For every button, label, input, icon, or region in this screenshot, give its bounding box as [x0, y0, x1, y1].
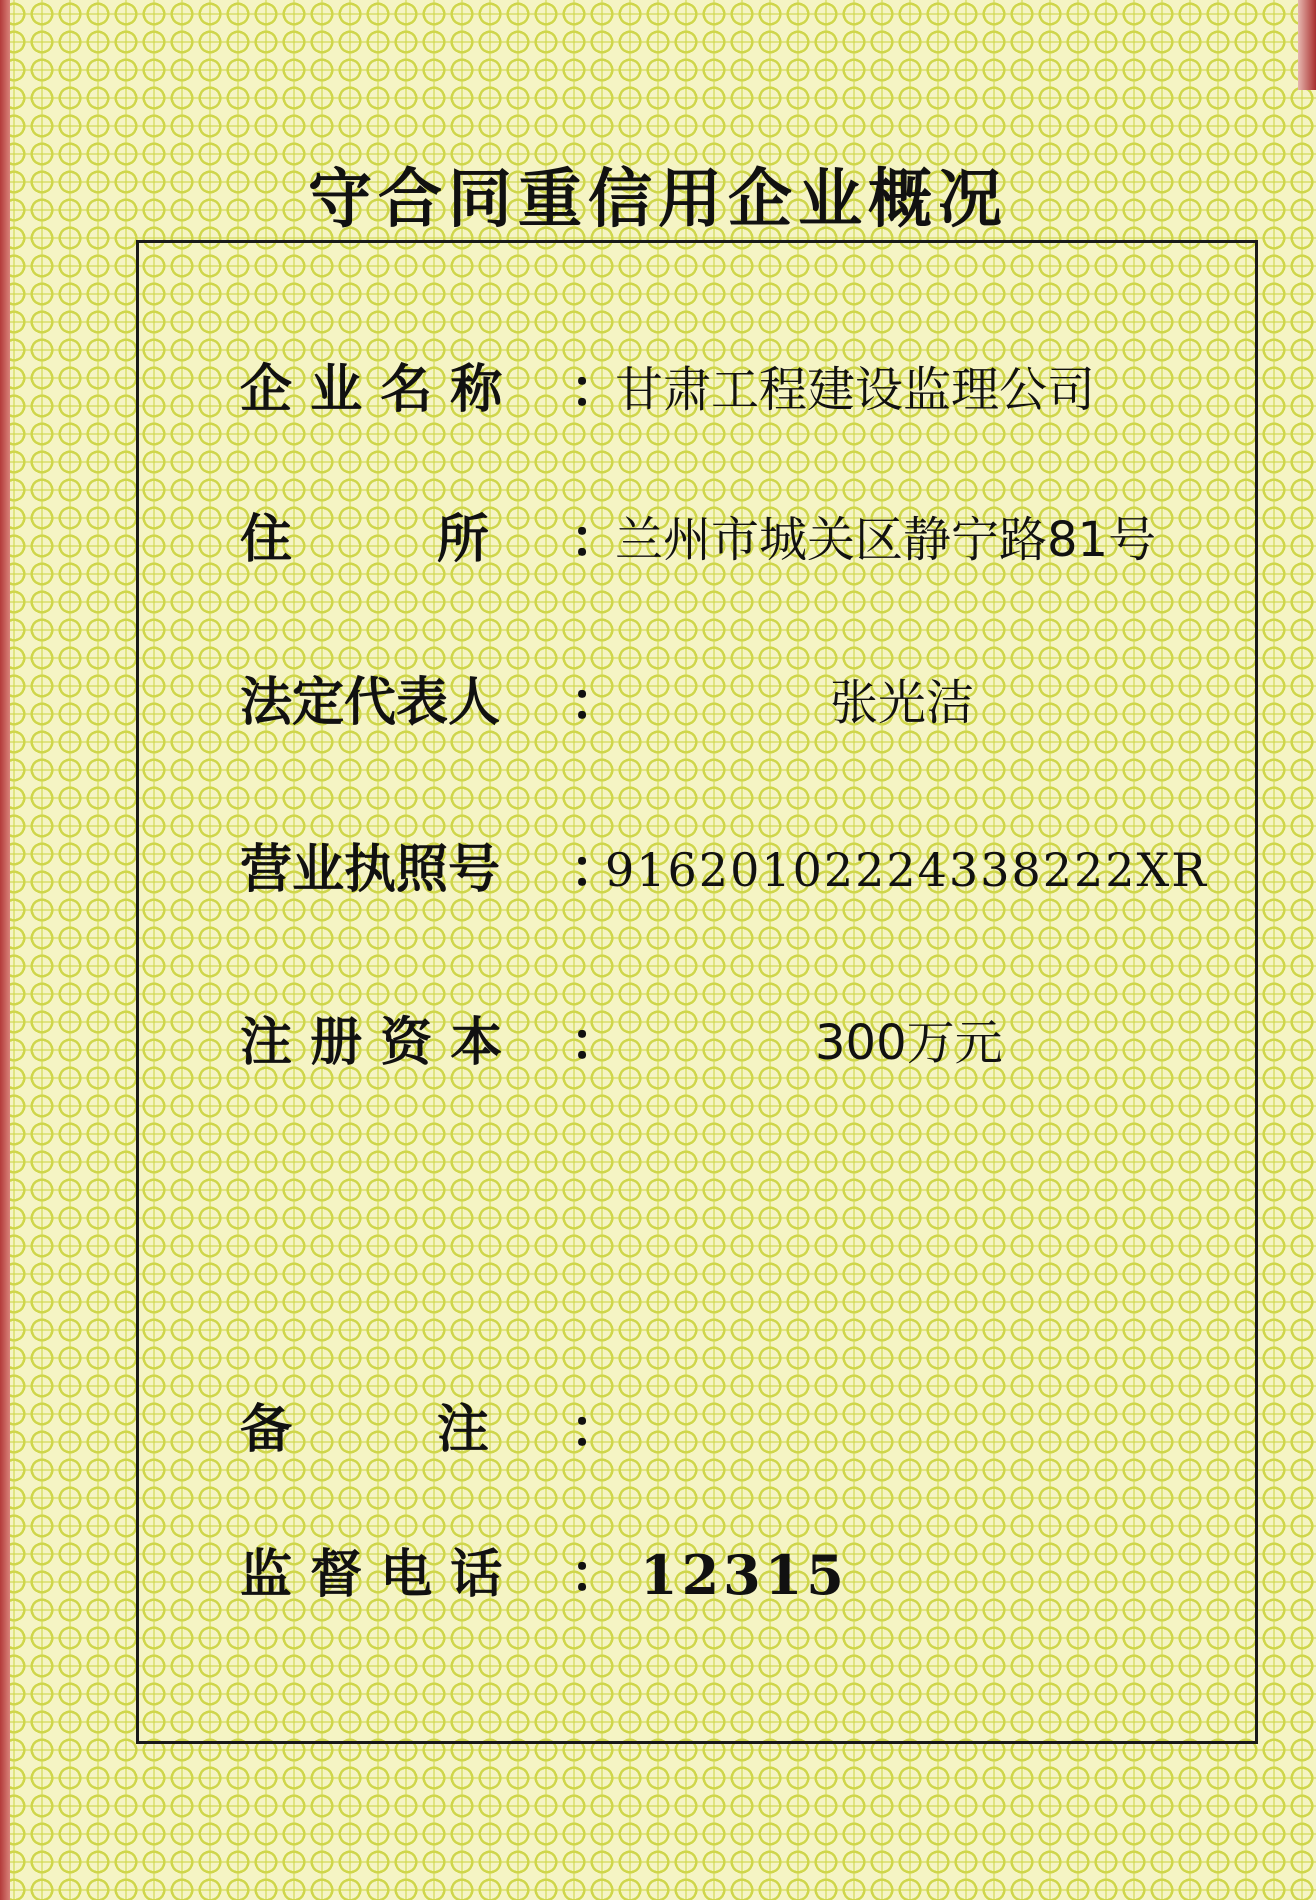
- supervision-phone-row: [240, 1540, 1240, 1610]
- address-label: 住 所: [240, 509, 489, 570]
- supervision-phone-colon: ：: [570, 1544, 623, 1605]
- company-name-value: 甘肃工程建设监理公司: [615, 362, 1096, 418]
- binding-edge: [0, 0, 10, 1900]
- address-colon: ：: [570, 509, 623, 570]
- registered-capital-colon: ：: [570, 1012, 623, 1073]
- legal-representative-value: 张光洁: [830, 675, 975, 731]
- remarks-label: 备 注: [240, 1399, 489, 1460]
- address-row: [240, 505, 1240, 575]
- legal-representative-row: [240, 668, 1240, 738]
- business-license-colon: ：: [570, 839, 623, 900]
- remarks-colon: ：: [570, 1399, 623, 1460]
- registered-capital-label: 注 册 资 本: [240, 1012, 503, 1073]
- legal-representative-colon: ：: [570, 672, 623, 733]
- remarks-row: [240, 1395, 1240, 1465]
- legal-representative-label: 法定代表人: [240, 672, 501, 733]
- registered-capital-row: [240, 1008, 1240, 1078]
- registered-capital-value: 300万元: [815, 1015, 1003, 1071]
- supervision-phone-label: 监 督 电 话: [240, 1544, 503, 1605]
- page-title: 守合同重信用企业概况: [308, 162, 1008, 237]
- cover-corner: [1298, 0, 1316, 90]
- info-frame: [136, 240, 1258, 1744]
- supervision-phone-value: 12315: [640, 1543, 848, 1607]
- company-name-row: [240, 355, 1240, 425]
- business-license-label: 营业执照号: [240, 839, 501, 900]
- business-license-value: 91620102224338222XR: [605, 843, 1208, 897]
- company-name-label: 企 业 名 称: [240, 359, 503, 420]
- company-name-colon: ：: [570, 359, 623, 420]
- address-value: 兰州市城关区静宁路81号: [615, 512, 1157, 568]
- business-license-row: [240, 835, 1240, 905]
